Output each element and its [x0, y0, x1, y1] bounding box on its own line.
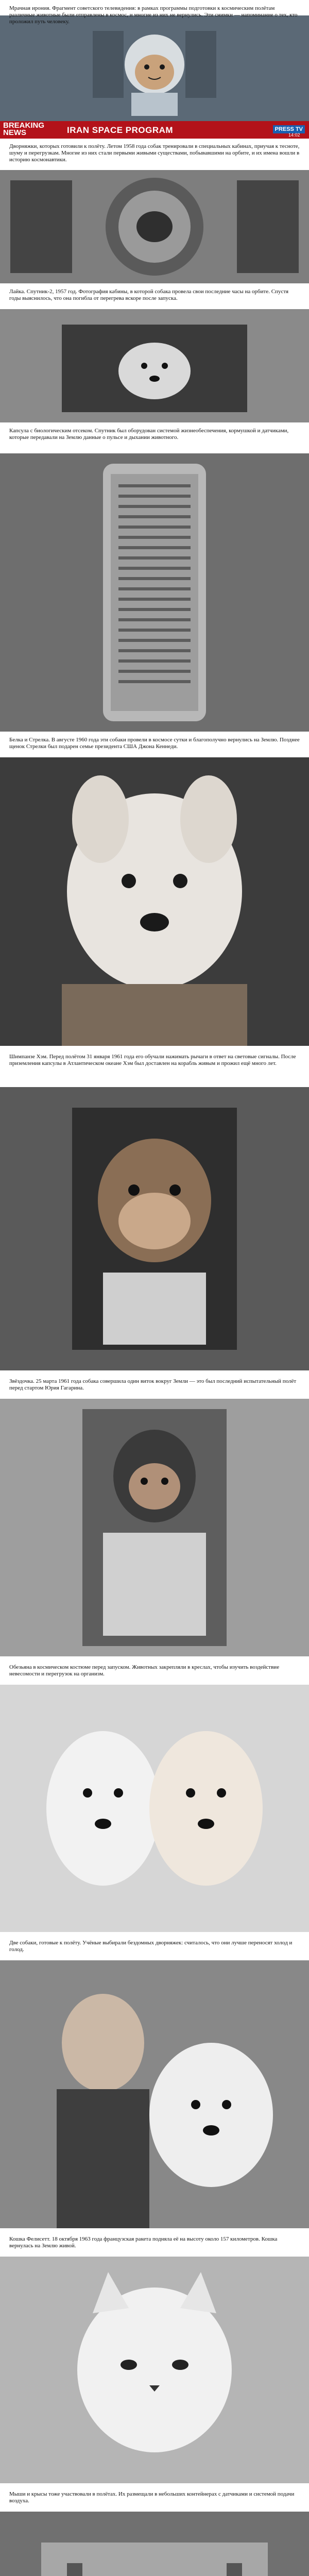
channel-logo: PRESS TV: [273, 125, 305, 133]
caption-zvezdochka: Звёздочка. 25 марта 1961 года собака совершила один виток вокруг Земли — это был последний испытательный полёт перед стартом Юрия Гагарина.: [9, 1378, 297, 1391]
caption-laika-hatch: Лайка. Спутник-2, 1957 год. Фотография кабины, в которой собака провела свои последние часы на орбите. Спустя годы выяснилось, что она погибла от перегрева вскоре после запуска.: [9, 289, 289, 301]
news-title: IRAN SPACE PROGRAM: [67, 125, 174, 135]
photo-dog-hatch: [0, 309, 309, 422]
breaking-label: BREAKING NEWS: [3, 121, 45, 137]
photo-cat: [0, 2257, 309, 2483]
caption-intro: Мрачная ирония. Фрагмент советского телевидения: в рамках программы подготовки к космическим полётам различные животные были отправлены в космос, и многие из них не вернулись. Эти снимки — напоминание о тех, кто проложил путь человеку.: [9, 5, 298, 25]
caption-dogs-portrait: Две собаки, готовые к полёту. Учёные выбирали бездомных дворняжек: считалось, что они лучше переносят холод и голод.: [9, 1940, 293, 1953]
news-ticker: [0, 121, 309, 139]
photo-dog-face: [0, 757, 309, 1046]
caption-cat: Кошка Фелисетт. 18 октября 1963 года французская ракета подняла её на высоту около 157 километров. Кошка вернулась на Землю живой.: [9, 2236, 278, 2249]
photo-monkey-suit: [0, 1399, 309, 1656]
caption-mouse-rig: Мыши и крысы тоже участвовали в полётах. Их размещали в небольших контейнерах с датчиками и системой подачи воздуха.: [9, 2491, 295, 2504]
caption-capsule: Капсула с биологическим отсеком. Спутник был оборудован системой жизнеобеспечения, кормушкой и датчиками, которые передавали на Землю данные о пульсе и дыхании животного.: [9, 428, 289, 440]
caption-monkey-suit: Обезьяна в космическом костюме перед запуском. Животных закрепляли в креслах, чтобы изучить воздействие невесомости и перегрузок на организм.: [9, 1664, 280, 1677]
photo-handler-dogs: [0, 1960, 309, 2228]
caption-chimp-ham: Шимпанзе Хэм. Перед полётом 31 января 1961 года его обучали нажимать рычаги в ответ на световые сигналы. После приземления капсулы в Атлантическом океане Хэм был доставлен на корабль живым и прожил ещё много лет.: [9, 1054, 296, 1066]
photo-capsule-interior: [0, 170, 309, 283]
photo-animal-rig: [0, 2512, 309, 2576]
photo-dog-cosmonaut-tv: [0, 15, 309, 121]
caption-dogs-1958: Дворняжки, которых готовили к полёту. Летом 1958 года собак тренировали в специальных кабинах, приучая к тесноте, шуму и перегрузкам. Многие из них стали первыми живыми существами, побывавшими на орбите, и их имена вошли в историю космонавтики.: [9, 143, 300, 163]
caption-strelka-belka: Белка и Стрелка. В августе 1960 года эти собаки провели в космосе сутки и благополучно вернулись на Землю. Позднее щенок Стрелки был подарен семье президента США Джона Кеннеди.: [9, 737, 300, 750]
photo-chimp-capsule: [0, 1087, 309, 1370]
photo-cylinder-capsule: [0, 453, 309, 732]
photo-two-dogs: [0, 1685, 309, 1932]
news-time: 14:02: [288, 132, 300, 138]
